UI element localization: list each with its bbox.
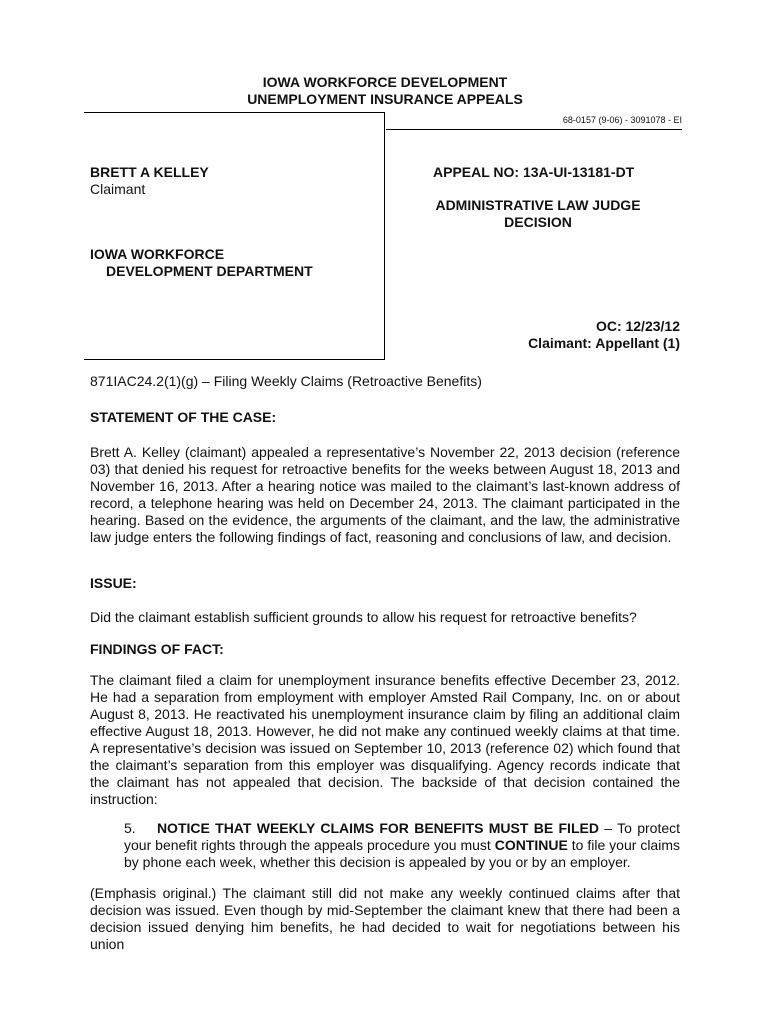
quote-text-b: to file your claims by phone each week, whether this decision is appealed by you or by an employer. (124, 837, 680, 870)
header-rule-right (386, 129, 682, 130)
quote-text-a: – To protect your benefit rights through the appeals procedure you must (124, 820, 681, 853)
quote-number: 5. (124, 820, 136, 836)
findings-heading: FINDINGS OF FACT: (90, 641, 224, 657)
findings-paragraph: The claimant filed a claim for unemployment insurance benefits effective December 23, 2012. He had a separation from employment with employer Amsted Rail Company, Inc. on or about August 8, 2013. He reactivated his unemployment insurance claim by filing an additional claim effective August 18, 2013. However, he did not make any continued weekly claims at that time. A representative’s decision was issued on September 10, 2013 (reference 02) which found that the claimant’s separation from this employer was disqualifying. Agency records indicate that the claimant has not appealed that decision. The backside of that decision contained the instruction: (90, 672, 680, 807)
quote-continue: CONTINUE (494, 837, 568, 853)
issue-heading: ISSUE: (90, 575, 137, 591)
decision-title-line2: DECISION (504, 214, 572, 230)
caption-bottom-rule (84, 359, 385, 360)
rule-citation: 871IAC24.2(1)(g) – Filing Weekly Claims (Retroactive Benefits) (90, 373, 482, 389)
statement-paragraph: Brett A. Kelley (claimant) appealed a representative’s November 22, 2013 decision (reference 03) that denied his request for retroactive benefits for the weeks between August 18, 2013 and November 16, 2013. After a hearing notice was mailed to the claimant’s last-known address of record, a telephone hearing was held on December 24, 2013. The claimant participated in the hearing. Based on the evidence, the arguments of the claimant, and the law, the administrative law judge enters the following findings of fact, reasoning and conclusions of law, and decision. (90, 444, 680, 545)
agency-title: IOWA WORKFORCE DEVELOPMENT (262, 74, 508, 90)
closing-paragraph: (Emphasis original.) The claimant still did not make any weekly continued claims after that decision was issued. Even though by mid-September the claimant knew that there had been a decision issued denying him benefits, he had decided to wait for negotiations between his union (90, 885, 680, 952)
agency-name-line2: DEVELOPMENT DEPARTMENT (106, 263, 313, 279)
statement-heading: STATEMENT OF THE CASE: (90, 409, 277, 425)
header-rule-left (84, 112, 384, 113)
claimant-status: Claimant: Appellant (1) (528, 335, 680, 351)
issue-paragraph: Did the claimant establish sufficient grounds to allow his request for retroactive benefits? (90, 609, 637, 625)
oc-date: OC: 12/23/12 (595, 318, 680, 334)
claimant-role: Claimant (90, 181, 146, 197)
decision-title-line1: ADMINISTRATIVE LAW JUDGE (435, 197, 641, 213)
appeal-number: APPEAL NO: 13A-UI-13181-DT (433, 164, 635, 180)
caption-divider (384, 112, 385, 360)
notice-quote (124, 820, 680, 871)
agency-name-line1: IOWA WORKFORCE (90, 246, 225, 262)
claimant-name: BRETT A KELLEY (90, 164, 209, 180)
quote-bold-heading: NOTICE THAT WEEKLY CLAIMS FOR BENEFITS MUST BE FILED (156, 820, 599, 836)
division-title: UNEMPLOYMENT INSURANCE APPEALS (247, 91, 523, 107)
form-number: 68-0157 (9-06) - 3091078 - EI (562, 115, 682, 125)
